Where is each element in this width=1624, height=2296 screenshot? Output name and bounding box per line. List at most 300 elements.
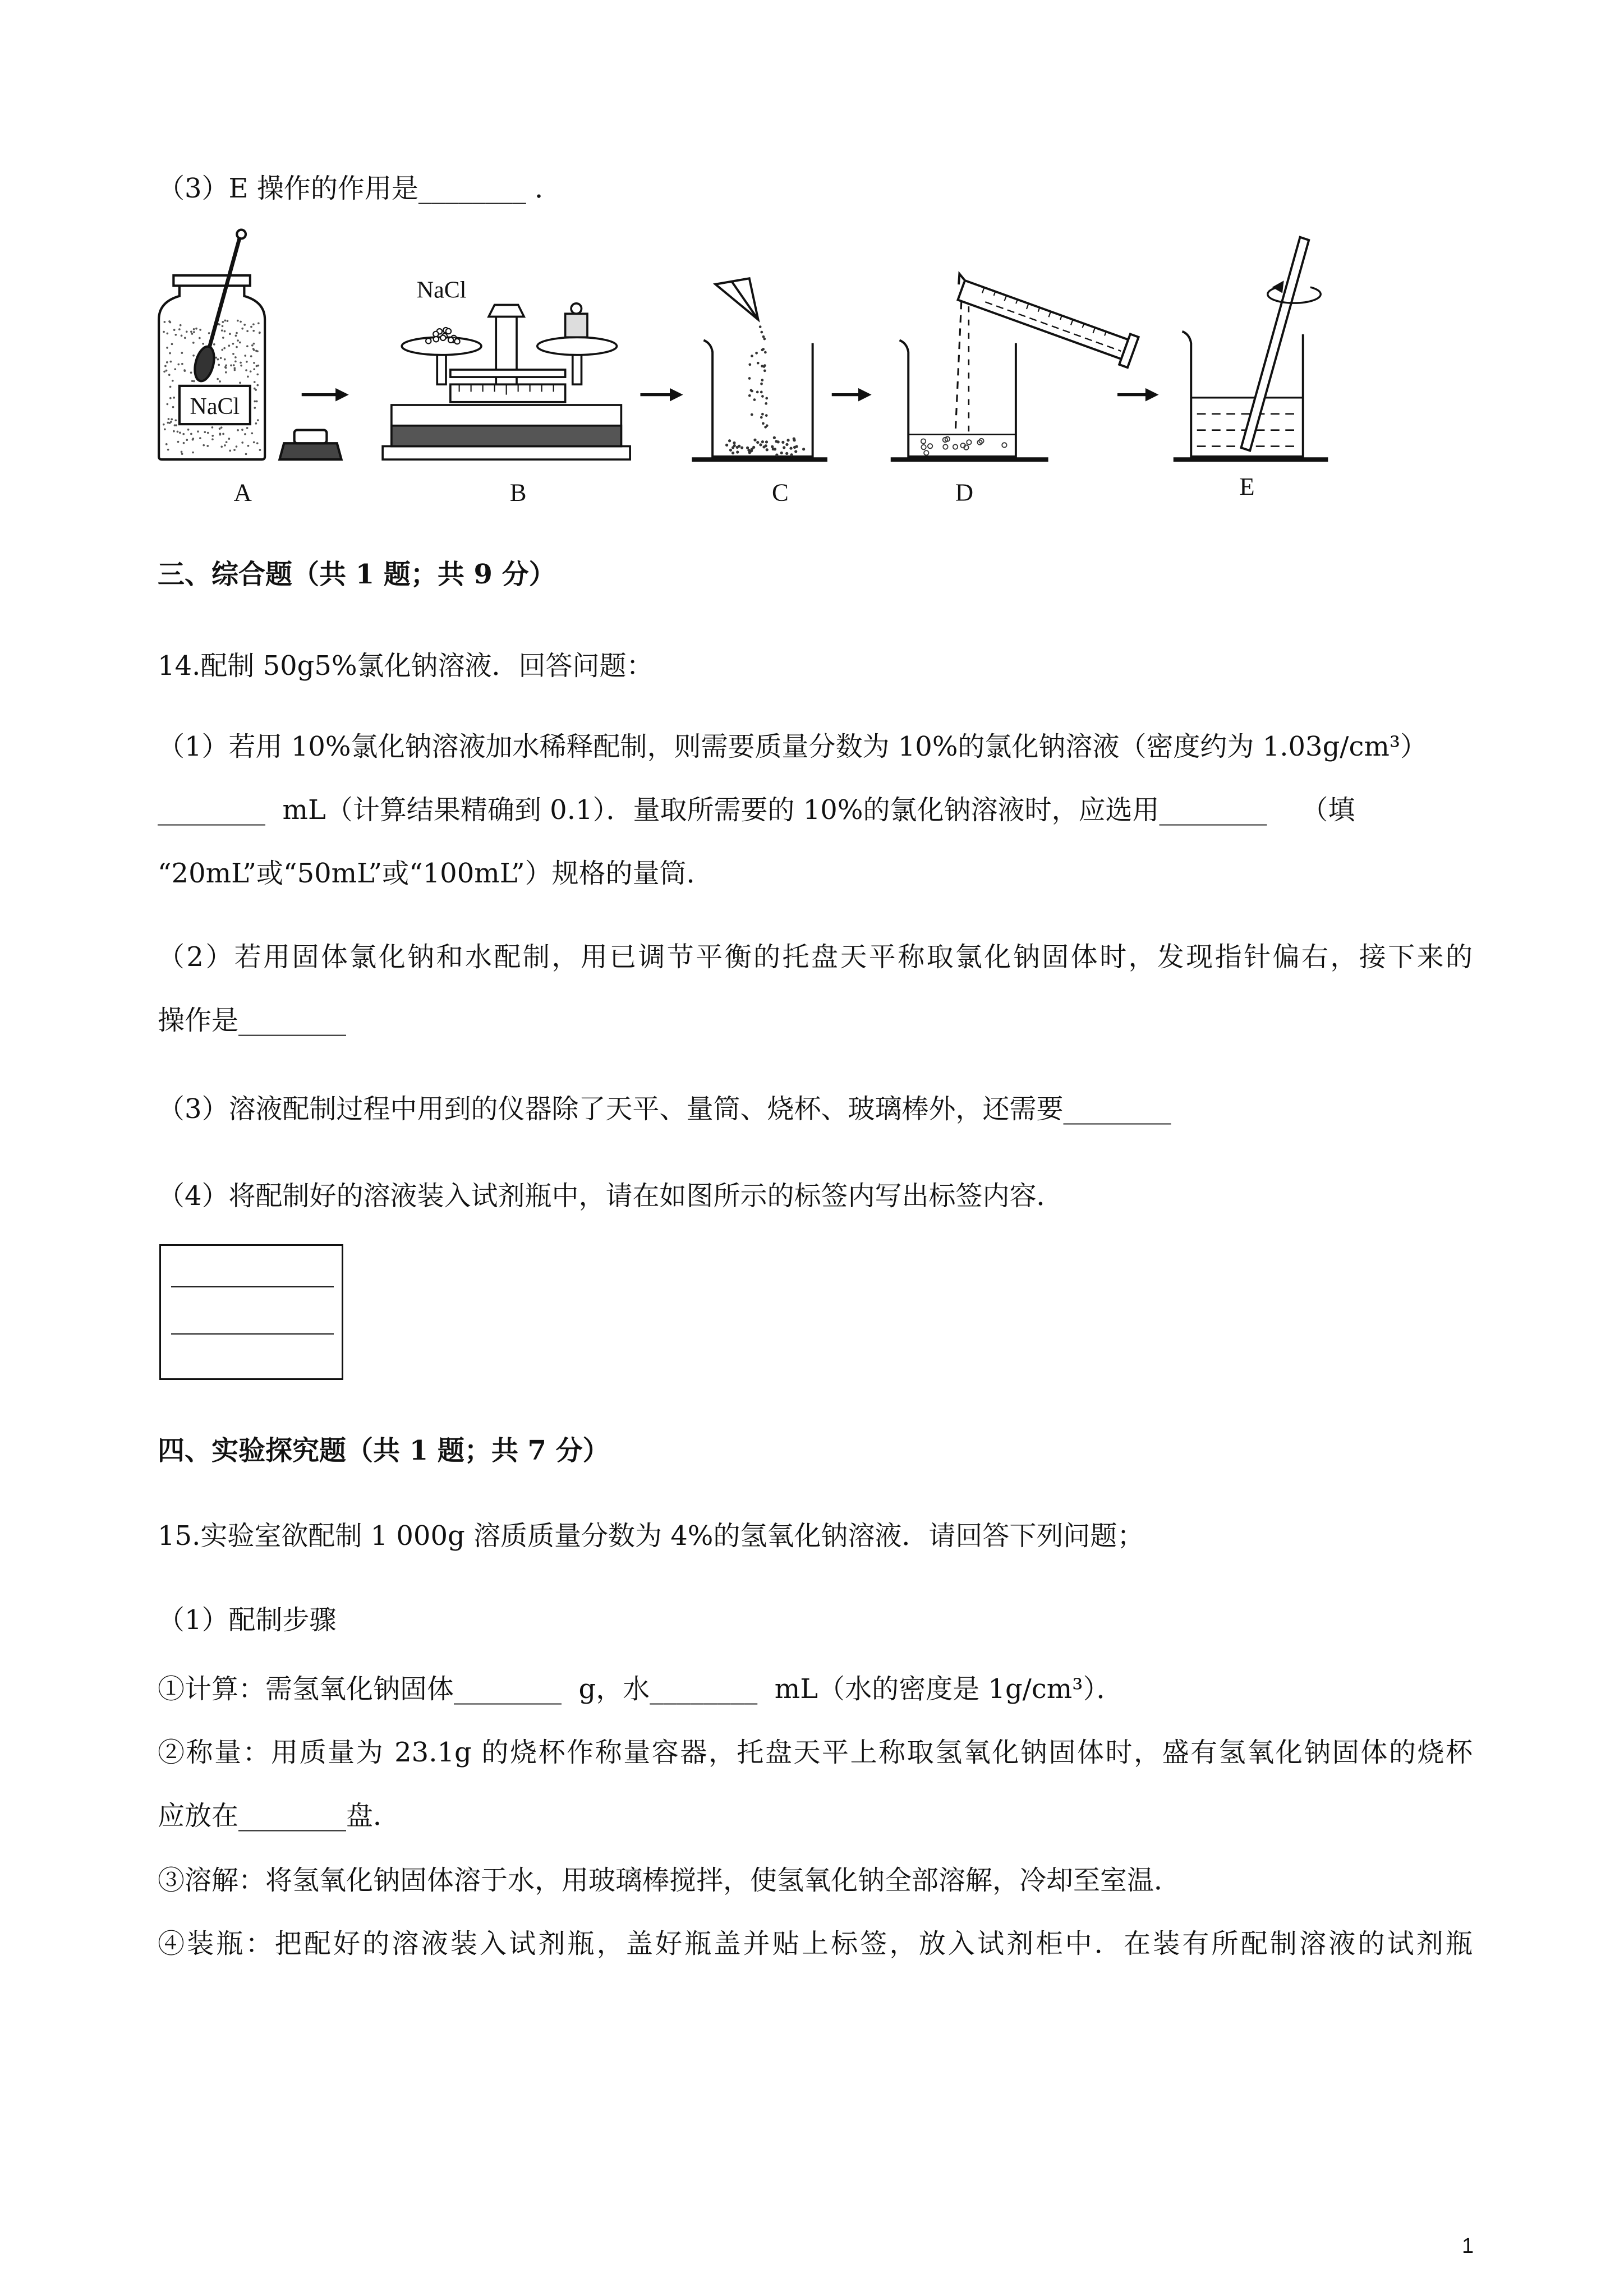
- pile-particle: [733, 441, 735, 444]
- powder-dot: [165, 443, 168, 445]
- powder-dot: [170, 361, 172, 363]
- powder-dot: [222, 337, 224, 339]
- powder-dot: [245, 453, 247, 455]
- pile-particle: [802, 448, 805, 450]
- pile-particle: [732, 452, 734, 454]
- powder-dot: [181, 451, 183, 453]
- pile-particle: [761, 440, 764, 443]
- powder-dot: [252, 323, 255, 325]
- powder-dot: [190, 371, 192, 374]
- powder-dot: [203, 444, 205, 447]
- pile-particle: [738, 445, 740, 448]
- left-pan-stem: [437, 355, 446, 385]
- balance-pointer: [489, 305, 524, 317]
- powder-dot: [241, 328, 243, 330]
- powder-dot: [193, 331, 195, 333]
- label-line-1: [171, 1286, 334, 1287]
- label-c: C: [771, 478, 789, 507]
- powder-dot: [218, 364, 220, 366]
- powder-dot: [177, 431, 179, 433]
- powder-dot: [250, 355, 252, 357]
- solid-particle: [928, 444, 932, 448]
- powder-dot: [192, 438, 194, 440]
- powder-dot: [253, 441, 255, 444]
- powder-dot: [233, 449, 236, 451]
- powder-dot: [181, 453, 183, 455]
- powder-dot: [255, 350, 257, 352]
- powder-dot: [175, 424, 177, 426]
- powder-dot: [174, 334, 177, 336]
- nacl-particle: [426, 338, 431, 343]
- powder-dot: [199, 437, 201, 439]
- powder-dot: [181, 335, 183, 337]
- powder-dot: [236, 445, 238, 448]
- arrow-c-to-d: [832, 388, 872, 402]
- powder-dot: [173, 397, 175, 399]
- powder-dot: [207, 432, 209, 434]
- spoon-handle: [209, 237, 240, 349]
- powder-dot: [223, 347, 226, 349]
- pile-particle: [781, 441, 784, 444]
- powder-dot: [221, 349, 223, 351]
- balance-body-shading: [392, 426, 622, 447]
- powder-dot: [163, 371, 165, 373]
- powder-dot: [192, 355, 195, 357]
- powder-dot: [239, 342, 241, 344]
- powder-dot: [195, 328, 197, 330]
- powder-dot: [191, 380, 194, 382]
- pile-particle: [789, 447, 792, 450]
- falling-particle: [761, 379, 763, 381]
- pile-particle: [762, 445, 765, 448]
- jar-rim: [173, 275, 250, 286]
- powder-dot: [211, 438, 214, 440]
- powder-dot: [211, 426, 214, 429]
- powder-dot: [225, 367, 227, 369]
- powder-dot: [168, 374, 171, 376]
- powder-dot: [204, 431, 206, 433]
- question15-part1: （1）配制步骤: [158, 1604, 337, 1636]
- powder-dot: [252, 348, 255, 350]
- pile-particle: [785, 452, 788, 455]
- pile-particle: [775, 440, 778, 443]
- powder-dot: [233, 364, 235, 366]
- dissolving-solids: [921, 436, 1007, 455]
- powder-dot: [229, 450, 231, 452]
- falling-particle: [762, 335, 765, 338]
- pile-particle: [793, 446, 796, 449]
- powder-dot: [252, 330, 255, 332]
- powder-dot: [186, 330, 188, 333]
- solid-particle: [921, 445, 926, 449]
- powder-dot: [257, 419, 259, 421]
- powder-dot: [171, 343, 173, 345]
- balance-b: [383, 277, 630, 459]
- falling-particle: [763, 369, 766, 372]
- powder-dot: [235, 335, 237, 337]
- label-d: D: [955, 478, 974, 507]
- pile-particle: [780, 452, 783, 454]
- falling-particle: [764, 351, 767, 354]
- question15-step3: ③溶解：将氢氧化钠固体溶于水，用玻璃棒搅拌，使氢氧化钠全部溶解，冷却至室温．: [158, 1865, 1181, 1896]
- powder-dot: [191, 333, 194, 335]
- beaker-d: [891, 273, 1139, 459]
- powder-dot: [167, 422, 169, 424]
- powder-dot: [250, 370, 252, 372]
- powder-dot: [241, 441, 243, 444]
- powder-dot: [246, 345, 249, 347]
- falling-particle: [748, 394, 751, 397]
- powder-dot: [177, 364, 180, 366]
- powder-dot: [168, 320, 171, 323]
- powder-dot: [256, 401, 258, 403]
- powder-dot: [190, 330, 192, 333]
- powder-dot: [254, 407, 256, 409]
- question15-step2-line2: 应放在________盘．: [158, 1800, 401, 1832]
- powder-dot: [227, 320, 229, 322]
- powder-dot: [246, 361, 248, 363]
- falling-particle: [748, 377, 751, 380]
- powder-dot: [174, 419, 177, 421]
- question14-part2-line2: 操作是________: [158, 1005, 347, 1036]
- powder-dot: [219, 434, 221, 436]
- falling-particle: [760, 331, 763, 334]
- powder-dot: [193, 328, 195, 330]
- powder-dot: [172, 380, 174, 382]
- falling-particle: [751, 413, 753, 416]
- powder-dot: [179, 432, 181, 434]
- falling-particle: [766, 424, 769, 427]
- jar-label-text: NaCl: [190, 393, 240, 420]
- nacl-particle: [446, 329, 451, 334]
- powder-dot: [167, 333, 169, 335]
- falling-particle: [760, 391, 763, 394]
- powder-dot: [256, 442, 259, 444]
- powder-dot: [206, 445, 209, 447]
- powder-dot: [220, 426, 223, 429]
- question14-part1-line2: ________ mL（计算结果精确到 0.1）．量取所需要的 10%的氯化钠溶液时，应选用________ （填: [158, 794, 1355, 826]
- beaker-c: [692, 278, 827, 459]
- section3-heading: 三、综合题（共 1 题；共 9 分）: [158, 559, 556, 590]
- falling-particle: [761, 395, 764, 398]
- powder-dot: [217, 378, 219, 380]
- powder-dot: [183, 442, 185, 444]
- powder-dot: [229, 333, 231, 335]
- beaker-c-wall: [703, 341, 812, 457]
- powder-dot: [177, 441, 180, 443]
- question15-step1: ①计算：需氢氧化钠固体________ g，水________ mL（水的密度是 1g/cm³）．: [158, 1673, 1124, 1705]
- label-e: E: [1239, 472, 1255, 501]
- powder-dot: [219, 380, 221, 383]
- arrow-a-to-b: [302, 388, 349, 402]
- powder-dot: [186, 439, 188, 441]
- powder-dot: [168, 418, 170, 420]
- powder-dot: [236, 346, 238, 348]
- pile-particle: [794, 450, 797, 453]
- weight-knob: [571, 303, 581, 314]
- spoon-bowl: [192, 344, 218, 383]
- pile-particle: [775, 453, 778, 456]
- balance-label-text: NaCl: [416, 277, 467, 303]
- powder-dot: [217, 358, 219, 361]
- powder-dot: [246, 330, 249, 332]
- pile-particle: [736, 450, 739, 453]
- powder-dot: [228, 438, 231, 440]
- powder-dot: [225, 371, 227, 374]
- pile-particle: [753, 439, 756, 441]
- powder-dot: [224, 330, 226, 333]
- powder-dot: [222, 433, 224, 435]
- balance-scale-ruler: [450, 384, 565, 402]
- powder-dot: [251, 344, 254, 347]
- powder-dot: [169, 386, 172, 388]
- powder-dot: [239, 382, 241, 384]
- falling-particle: [765, 414, 768, 417]
- pile-particle: [759, 443, 762, 446]
- powder-dot: [173, 430, 175, 432]
- powder-dot: [165, 370, 168, 372]
- powder-dot: [199, 329, 201, 331]
- powder-dot: [247, 445, 250, 447]
- powder-dot: [228, 344, 231, 347]
- label-line-2: [171, 1333, 334, 1335]
- powder-dot: [167, 403, 169, 406]
- pile-particle: [783, 446, 785, 449]
- powder-dot: [163, 424, 165, 426]
- pile-particle: [725, 444, 728, 447]
- powder-dot: [254, 401, 256, 403]
- powder-dot: [173, 329, 176, 331]
- powder-dot: [236, 332, 238, 334]
- falling-particle: [760, 383, 763, 385]
- solid-pile: [725, 436, 805, 457]
- label-a: A: [233, 478, 252, 507]
- powder-dot: [257, 365, 259, 367]
- nacl-particle: [434, 337, 439, 342]
- question14-part1-line3: “20mL”或“50mL”或“100mL”）规格的量筒．: [158, 858, 714, 889]
- nacl-particle: [433, 332, 438, 337]
- pile-particle: [774, 448, 776, 450]
- pile-particle: [729, 449, 732, 452]
- powder-dot: [243, 324, 246, 326]
- powder-dot: [222, 321, 224, 323]
- powder-dot: [180, 324, 182, 326]
- nacl-particle: [448, 338, 453, 343]
- powder-dot: [224, 358, 226, 361]
- falling-particle: [762, 422, 765, 425]
- spoon-handle-loop: [237, 230, 246, 239]
- powder-dot: [224, 319, 226, 321]
- powder-dot: [230, 365, 232, 367]
- pile-particle: [728, 439, 731, 442]
- section4-heading: 四、实验探究题（共 1 题；共 7 分）: [158, 1435, 610, 1466]
- powder-dot: [167, 449, 169, 451]
- powder-dot: [220, 445, 223, 448]
- falling-particle: [759, 325, 762, 328]
- powder-dot: [250, 326, 252, 328]
- reagent-jar-a: [159, 230, 265, 460]
- question13-part3: （3）E 操作的作用是________ ．: [158, 173, 562, 204]
- powder-dot: [220, 357, 222, 359]
- powder-dot: [234, 360, 237, 362]
- solid-particle: [943, 444, 947, 449]
- powder-dot: [225, 365, 227, 367]
- solid-particle: [953, 444, 958, 449]
- arrow-b-to-c: [641, 388, 683, 402]
- powder-dot: [213, 343, 215, 346]
- pile-particle: [790, 453, 793, 456]
- falling-particle: [761, 348, 763, 351]
- powder-dot: [253, 362, 255, 364]
- balance-beam: [450, 370, 565, 377]
- glass-rod: [1241, 237, 1309, 451]
- balance-base-plate: [383, 447, 630, 460]
- jar-stopper: [279, 430, 341, 460]
- falling-particle: [761, 413, 764, 416]
- powder-dot: [170, 421, 172, 423]
- pile-particle: [793, 439, 795, 441]
- powder-dot: [237, 339, 239, 342]
- powder-dot: [193, 380, 195, 383]
- powder-dot: [254, 381, 256, 383]
- falling-particle: [755, 352, 758, 355]
- powder-dot: [247, 376, 249, 378]
- weight-block: [565, 314, 587, 337]
- powder-dot: [246, 427, 249, 429]
- powder-dot: [240, 362, 242, 364]
- falling-particle: [765, 402, 767, 405]
- powder-dot: [169, 397, 172, 399]
- water-stream-1: [955, 302, 961, 431]
- weighing-paper: [715, 278, 758, 320]
- powder-dot: [164, 428, 166, 430]
- powder-dot: [240, 321, 242, 323]
- question14-part1-line1: （1）若用 10%氯化钠溶液加水稀释配制，则需要质量分数为 10%的氯化钠溶液（密度约为 1.03g/cm³）: [158, 731, 1428, 762]
- powder-dot: [164, 365, 167, 367]
- beaker-e-wall: [1183, 332, 1303, 457]
- powder-dot: [259, 449, 261, 451]
- powder-dot: [192, 452, 194, 454]
- right-pan: [537, 337, 617, 355]
- powder-dot: [172, 406, 174, 408]
- powder-dot: [244, 355, 246, 357]
- falling-particle: [760, 416, 763, 419]
- powder-dot: [183, 369, 186, 371]
- powder-dot: [202, 343, 204, 345]
- powder-dot: [254, 388, 256, 390]
- powder-dot: [181, 363, 183, 365]
- powder-dot: [257, 322, 260, 324]
- powder-dot: [215, 357, 217, 359]
- powder-dot: [233, 367, 236, 370]
- solid-particle: [924, 450, 928, 455]
- pile-particle: [765, 440, 768, 443]
- falling-particle: [763, 364, 766, 367]
- question14-stem: 14.配制 50g5%氯化钠溶液．回答问题：: [158, 650, 654, 682]
- pile-particle: [748, 451, 751, 454]
- powder-dot: [184, 337, 186, 339]
- falling-particle: [751, 390, 753, 393]
- powder-dot: [208, 332, 210, 334]
- falling-particle: [765, 397, 768, 400]
- question15-step4: ④装瓶：把配好的溶液装入试剂瓶，盖好瓶盖并贴上标签，放入试剂柜中．在装有所配制溶液的试剂瓶: [158, 1928, 1473, 1959]
- powder-dot: [182, 433, 185, 435]
- right-pan-stem: [573, 355, 582, 385]
- question15-step2-line1: ②称量：用质量为 23.1g 的烧杯作称量容器，托盘天平上称取氢氧化钠固体时，盛有氢氧化钠固体的烧杯: [158, 1737, 1473, 1768]
- powder-dot: [222, 325, 224, 327]
- falling-particle: [761, 365, 763, 367]
- falling-particles: [748, 325, 769, 428]
- powder-dot: [174, 368, 176, 370]
- pile-particle: [785, 443, 788, 446]
- pile-particle: [732, 446, 734, 449]
- powder-dot: [163, 331, 165, 333]
- powder-dot: [256, 374, 259, 376]
- question14-part4: （4）将配制好的溶液装入试剂瓶中，请在如图所示的标签内写出标签内容．: [158, 1180, 1064, 1212]
- powder-dot: [237, 320, 239, 322]
- powder-dot: [166, 361, 168, 364]
- powder-dot: [181, 352, 183, 354]
- falling-particle: [751, 355, 753, 357]
- powder-dot: [197, 430, 199, 432]
- label-b: B: [509, 478, 527, 507]
- arrow-d-to-e: [1117, 388, 1159, 402]
- falling-particle: [757, 362, 760, 365]
- powder-dot: [226, 441, 228, 443]
- solid-particle: [1002, 443, 1006, 447]
- powder-dot: [190, 433, 192, 435]
- pile-particle: [740, 447, 743, 449]
- powder-dot: [169, 352, 171, 355]
- nacl-particle: [440, 335, 445, 341]
- graduated-cylinder: [949, 273, 1139, 368]
- powder-dot: [256, 384, 259, 386]
- powder-dot: [253, 368, 255, 370]
- beaker-e: [1174, 237, 1328, 459]
- powder-dot: [211, 435, 214, 437]
- solid-particle: [967, 440, 971, 444]
- question14-part2-line1: （2）若用固体氯化钠和水配制，用已调节平衡的托盘天平称取氯化钠固体时，发现指针偏右，接下来的: [158, 941, 1473, 973]
- powder-dot: [187, 429, 190, 431]
- powder-dot: [233, 369, 236, 371]
- pile-particle: [773, 436, 776, 439]
- solution-preparation-figure: [147, 228, 1369, 523]
- pile-particle: [756, 441, 759, 444]
- powder-dot: [244, 433, 246, 435]
- pile-particle: [771, 445, 774, 448]
- question14-part3: （3）溶液配制过程中用到的仪器除了天平、量筒、烧杯、玻璃棒外，还需要________: [158, 1093, 1171, 1125]
- powder-dot: [219, 427, 221, 430]
- powder-dot: [241, 429, 243, 431]
- question15-stem: 15.实验室欲配制 1 000g 溶质质量分数为 4%的氢氧化钠溶液．请回答下列问题；: [158, 1520, 1144, 1552]
- nacl-particle: [454, 339, 459, 344]
- powder-dot: [232, 353, 234, 355]
- powder-dot: [178, 328, 181, 330]
- powder-dot: [234, 356, 237, 358]
- powder-dot: [255, 422, 257, 425]
- falling-particle: [748, 363, 751, 366]
- falling-particle: [756, 391, 759, 394]
- powder-dot: [221, 329, 223, 332]
- powder-dot: [251, 432, 253, 435]
- powder-dot: [253, 343, 255, 345]
- powder-dot: [199, 337, 201, 339]
- powder-dot: [240, 365, 242, 367]
- pile-particle: [752, 446, 755, 449]
- page-number: 1: [1462, 2234, 1474, 2258]
- powder-dot: [171, 418, 173, 421]
- powder-dot: [164, 321, 166, 323]
